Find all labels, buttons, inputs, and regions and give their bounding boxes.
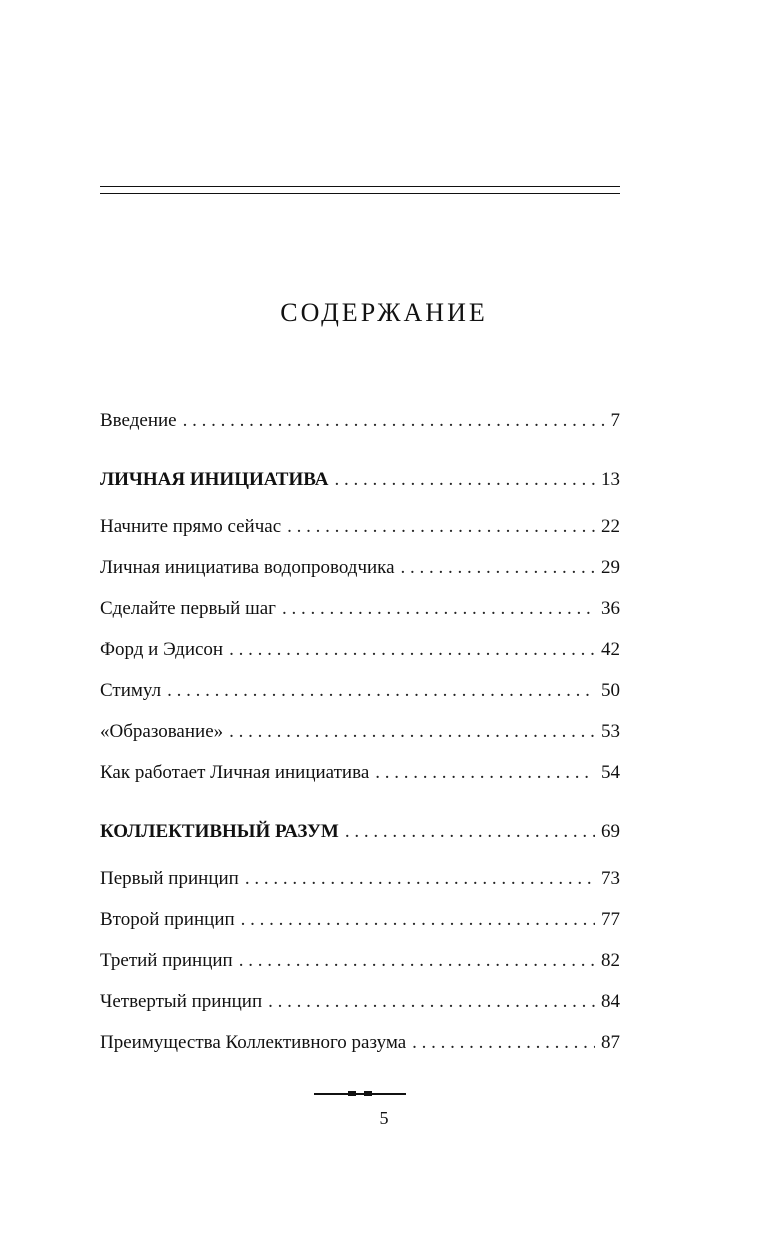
toc-entry-page: 29: [601, 557, 620, 578]
toc-entry[interactable]: [100, 907, 620, 933]
toc-entry-title: Начните прямо сейчас: [100, 516, 282, 537]
toc-entry-title: «Образование»: [100, 721, 224, 742]
toc-entry-page: 42: [601, 639, 620, 660]
toc-entry[interactable]: [100, 719, 620, 745]
toc-entry-title: Стимул: [100, 680, 162, 701]
toc-entry-title: Форд и Эдисон: [100, 639, 224, 660]
toc-entry-page: 13: [601, 469, 620, 490]
dot-leader: [287, 514, 595, 540]
page-number: 5: [379, 1108, 389, 1128]
toc-entry-page: 77: [601, 909, 620, 930]
toc-entry-title: Четвертый принцип: [100, 991, 263, 1012]
toc-entry-page: 82: [601, 950, 620, 971]
toc-entry[interactable]: [100, 555, 620, 581]
toc-entry-page: 84: [601, 991, 620, 1012]
toc-entry-title: КОЛЛЕКТИВНЫЙ РАЗУМ: [100, 821, 339, 842]
toc-entry[interactable]: [100, 760, 620, 786]
dot-leader: [245, 866, 595, 892]
toc-section-entry[interactable]: [100, 819, 620, 845]
dot-leader: [167, 678, 595, 704]
toc-entry-title: Второй принцип: [100, 909, 235, 930]
toc-entry[interactable]: [100, 514, 620, 540]
toc-entry[interactable]: [100, 948, 620, 974]
toc-entry-title: Введение: [100, 410, 177, 431]
dot-leader: [375, 760, 595, 786]
dot-leader: [401, 555, 595, 581]
toc-entry-title: Первый принцип: [100, 868, 239, 889]
toc-entry[interactable]: [100, 1030, 620, 1056]
toc-entry-page: 7: [610, 410, 620, 431]
toc-entry[interactable]: [100, 408, 620, 434]
toc-section-entry[interactable]: [100, 467, 620, 493]
toc-entry-page: 87: [601, 1032, 620, 1053]
toc-entry-title: ЛИЧНАЯ ИНИЦИАТИВА: [100, 469, 329, 490]
dot-leader: [282, 596, 595, 622]
toc-entry-page: 50: [601, 680, 620, 701]
toc-entry-page: 22: [601, 516, 620, 537]
dot-leader: [345, 819, 595, 845]
toc-entry-page: 73: [601, 868, 620, 889]
toc-entry-title: Как работает Личная инициатива: [100, 762, 370, 783]
toc-entry-page: 54: [601, 762, 620, 783]
toc-entry-title: Сделайте первый шаг: [100, 598, 276, 619]
dot-leader: [241, 907, 595, 933]
dot-leader: [239, 948, 595, 974]
dot-leader: [412, 1030, 595, 1056]
toc-entry-title: Третий принцип: [100, 950, 233, 971]
toc-entry-page: 36: [601, 598, 620, 619]
toc-entry[interactable]: [100, 637, 620, 663]
footer-ornament: [314, 1093, 406, 1095]
toc-entry-page: 69: [601, 821, 620, 842]
dot-leader: [334, 467, 595, 493]
header-double-rule: [100, 186, 620, 194]
page-title: СОДЕРЖАНИЕ: [280, 298, 488, 327]
toc-entry-title: Личная инициатива водопроводчика: [100, 557, 395, 578]
toc-entry[interactable]: [100, 678, 620, 704]
toc-entry[interactable]: [100, 989, 620, 1015]
toc-entry[interactable]: [100, 866, 620, 892]
toc-entry[interactable]: [100, 596, 620, 622]
dot-leader: [229, 637, 595, 663]
toc-entry-page: 53: [601, 721, 620, 742]
dot-leader: [229, 719, 595, 745]
dot-leader: [183, 408, 605, 434]
toc-entry-title: Преимущества Коллективного разума: [100, 1032, 407, 1053]
dot-leader: [268, 989, 595, 1015]
